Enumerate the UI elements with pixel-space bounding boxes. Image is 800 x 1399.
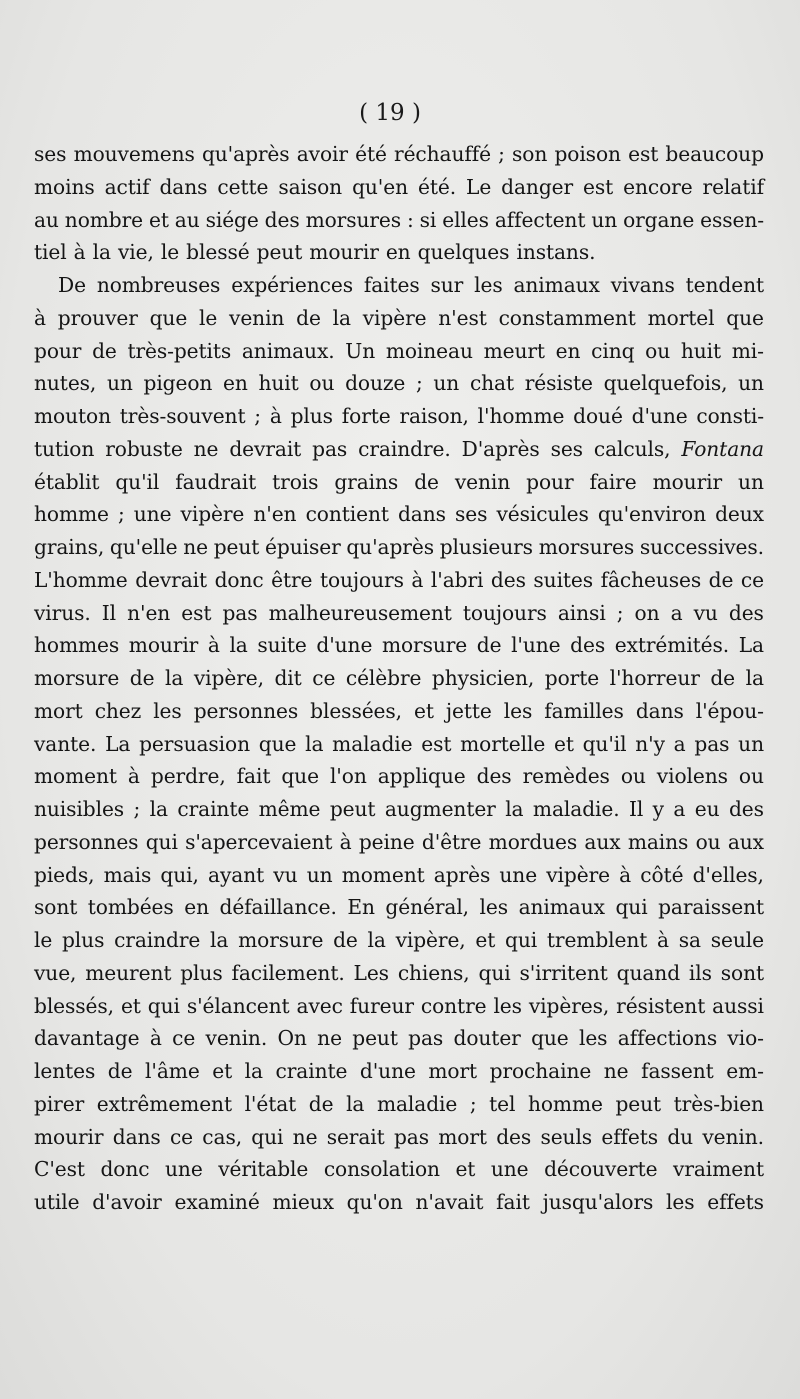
text-line: homme ; une vipère n'en contient dans ses vésicules qu'environ deux: [34, 502, 764, 527]
text-line: moins actif dans cette saison qu'en été. Le danger est encore relatif: [34, 174, 764, 199]
text-line: virus. Il n'en est pas malheureusement toujours ainsi ; on a vu des: [34, 600, 764, 625]
text-line: personnes qui s'apercevaient à peine d'être mordues aux mains ou aux: [34, 829, 764, 854]
body-text: [34, 138, 764, 1219]
text-line: morsure de la vipère, dit ce célèbre physicien, porte l'horreur de la: [34, 666, 764, 690]
text-line: lentes de l'âme et la crainte d'une mort prochaine ne fassent em-: [34, 1059, 764, 1083]
text-line: tiel à la vie, le blessé peut mourir en quelques instans.: [34, 240, 596, 265]
text-line: sont tombées en défaillance. En général, les animaux qui paraissent: [34, 895, 764, 920]
text-line: C'est donc une véritable consolation et une découverte vraiment: [34, 1157, 764, 1182]
text-line: nuisibles ; la crainte même peut augmenter la maladie. Il y a eu des: [34, 797, 764, 821]
text-line: mouton très-souvent ; à plus forte raison, l'homme doué d'une consti-: [34, 404, 764, 428]
text-line: moment à perdre, fait que l'on applique des remèdes ou violens ou: [34, 764, 764, 789]
text-line: pirer extrêmement l'état de la maladie ; tel homme peut très-bien: [34, 1091, 764, 1116]
text-line: pour de très-petits animaux. Un moineau meurt en cinq ou huit mi-: [34, 338, 764, 363]
text-line: mort chez les personnes blessées, et jette les familles dans l'épou-: [34, 698, 764, 723]
text-line: à prouver que le venin de la vipère n'est constamment mortel que: [34, 305, 764, 330]
text-line: vue, meurent plus facilement. Les chiens, qui s'irritent quand ils sont: [34, 960, 764, 985]
text-line: pieds, mais qui, ayant vu un moment après une vipère à côté d'elles,: [34, 862, 764, 887]
text-line: hommes mourir à la suite d'une morsure de l'une des extrémités. La: [34, 633, 764, 658]
text-line: De nombreuses expériences faites sur les animaux vivans tendent: [58, 273, 764, 297]
text-line: au nombre et au siége des morsures : si elles affectent un organe essen-: [34, 207, 764, 232]
text-line: davantage à ce venin. On ne peut pas douter que les affections vio-: [34, 1026, 764, 1051]
text-line: tution robuste ne devrait pas craindre. D'après ses calculs, Fontana: [34, 436, 764, 461]
text-line: vante. La persuasion que la maladie est mortelle et qu'il n'y a pas un: [34, 731, 764, 756]
page-number: ( 19 ): [359, 100, 421, 126]
text-line: établit qu'il faudrait trois grains de venin pour faire mourir un: [34, 469, 764, 494]
text-line: utile d'avoir examiné mieux qu'on n'avait fait jusqu'alors les effets: [34, 1190, 764, 1214]
text-line: grains, qu'elle ne peut épuiser qu'après plusieurs morsures successives.: [34, 535, 764, 559]
text-line: L'homme devrait donc être toujours à l'abri des suites fâcheuses de ce: [34, 567, 764, 592]
text-line: ses mouvemens qu'après avoir été réchauffé ; son poison est beaucoup: [34, 142, 764, 166]
text-line: blessés, et qui s'élancent avec fureur contre les vipères, résistent aussi: [34, 993, 764, 1018]
text-line: nutes, un pigeon en huit ou douze ; un chat résiste quelquefois, un: [34, 371, 764, 396]
text-line: le plus craindre la morsure de la vipère, et qui tremblent à sa seule: [34, 928, 764, 952]
text-line: mourir dans ce cas, qui ne serait pas mort des seuls effets du venin.: [34, 1124, 764, 1149]
